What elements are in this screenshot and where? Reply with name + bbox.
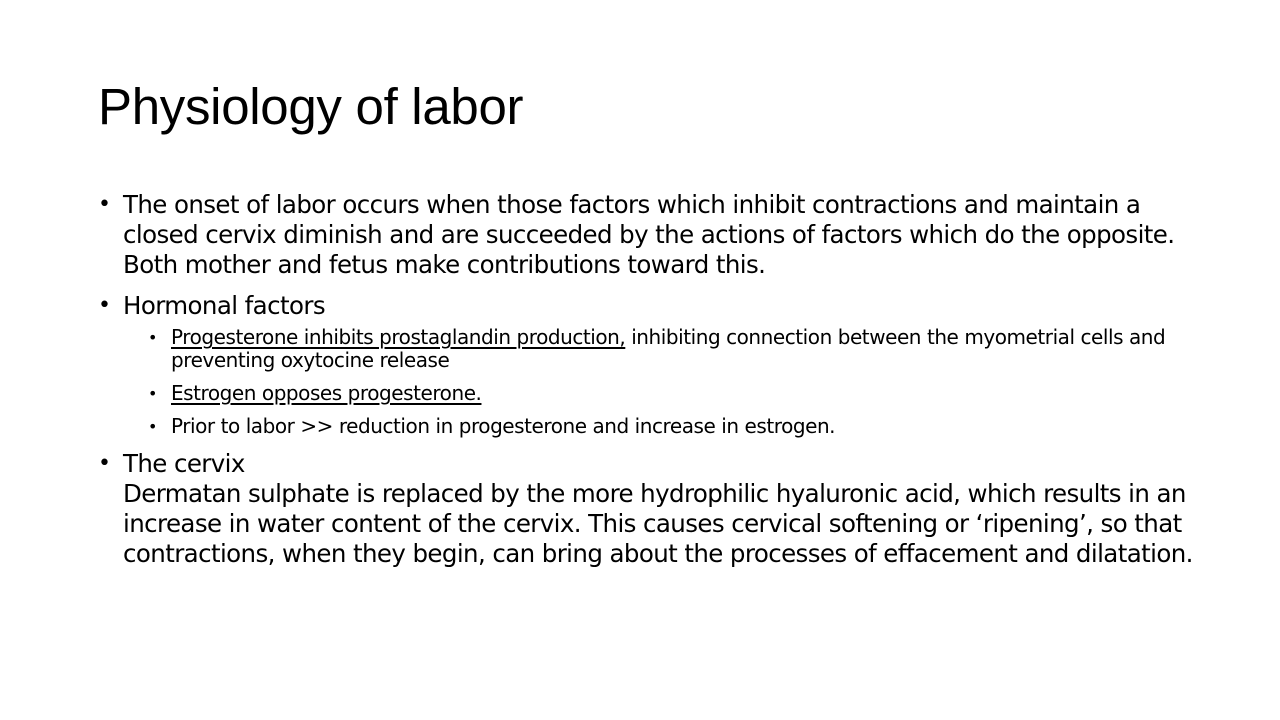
bullet-the-cervix	[98, 449, 1208, 569]
bullet-dot-icon: •	[98, 293, 111, 318]
sub-bullet-text: Prior to labor >> reduction in progesterone and increase in estrogen.	[171, 414, 836, 438]
bullet-body-text: Dermatan sulphate is replaced by the more hydrophilic hyaluronic acid, which results in an increase in water content of the cervix. This causes cervical softening or ‘ripening’, so that contractions, when they begin, can bring about the processes of effacement and dilatation.	[123, 479, 1193, 568]
bullet-list	[98, 190, 1208, 569]
slide-title: Physiology of labor	[98, 78, 524, 135]
bullet-dot-icon: •	[98, 451, 111, 476]
sub-bullet-dot-icon: •	[148, 417, 157, 436]
slide-content	[98, 190, 1208, 580]
bullet-text: Hormonal factors	[123, 291, 325, 320]
sub-bullet-list	[123, 326, 1208, 438]
underlined-text: Estrogen opposes progesterone.	[171, 381, 482, 405]
bullet-dot-icon: •	[98, 192, 111, 217]
underlined-text: Progesterone inhibits prostaglandin production,	[171, 325, 626, 349]
sub-bullet-progesterone	[123, 326, 1208, 372]
sub-bullet-dot-icon: •	[148, 328, 157, 347]
bullet-hormonal-factors	[98, 291, 1208, 438]
sub-bullet-prior-to-labor	[123, 415, 1208, 438]
sub-bullet-text: inhibiting connection between the myometrial cells and preventing oxytocine release	[171, 325, 1166, 372]
bullet-onset-of-labor	[98, 190, 1208, 280]
sub-bullet-estrogen	[123, 382, 1208, 405]
bullet-heading: The cervix	[123, 449, 245, 478]
sub-bullet-dot-icon: •	[148, 384, 157, 403]
bullet-text: The onset of labor occurs when those factors which inhibit contractions and maintain a closed cervix diminish and are succeeded by the actions of factors which do the opposite. Both mother and fetus make contributions toward this.	[123, 190, 1175, 279]
